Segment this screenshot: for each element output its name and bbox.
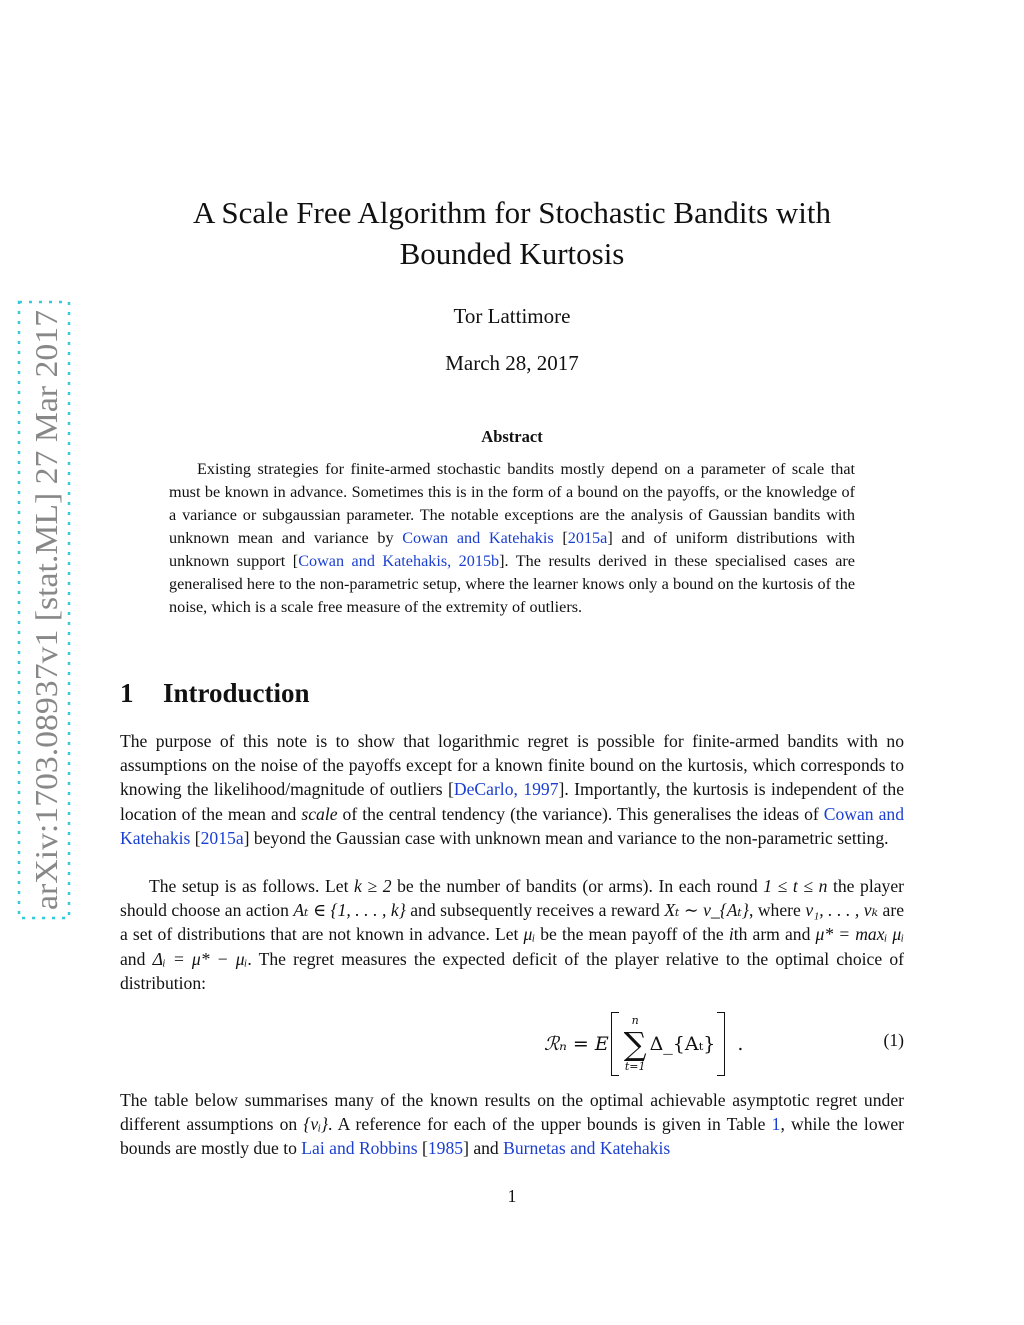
paragraph-text: are a set of distributions that are not known in advance. Let	[120, 900, 904, 945]
math-inline: μᵢ	[523, 924, 536, 945]
citation-year-link[interactable]: 2015a	[200, 827, 244, 848]
math-inline: μ* = maxᵢ μᵢ	[815, 924, 905, 945]
paragraph: The purpose of this note is to show that logarithmic regret is possible for finite-armed bandits with no assumptions on the noise of the payoffs except for a known finite bound on the kurtosis, which corresponds to knowing the likelihood/magnitude of outliers [DeCarlo, 1997]. Importantly, the kurtosis is independent of the location of the mean and scale of the central tendency (the variance). This generalises the ideas of Cowan and Katehakis [2015a] beyond the Gaussian case with unknown mean and variance to the non-parametric setting.	[120, 731, 904, 848]
equation-tail: .	[737, 1033, 744, 1055]
math-inline: Aₜ ∈ {1, . . . , k}	[293, 900, 406, 921]
page-number: 1	[507, 1186, 517, 1206]
sum-lower-limit: t=1	[624, 1060, 646, 1073]
right-bracket	[717, 1012, 725, 1076]
math-inline: Xₜ ∼ ν_{Aₜ}	[664, 900, 749, 921]
math-inline: ν₁, . . . , νₖ	[805, 900, 879, 921]
paragraph: The table below summarises many of the known results on the optimal achievable asymptotic regret under different assumptions on {νᵢ}. A reference for each of the upper bounds is given in Table 1, while the lower bounds are mostly due to Lai and Robbins [1985] and Burnetas and Katehakis	[120, 1090, 904, 1159]
sum-upper-limit: n	[631, 1014, 639, 1027]
citation-link[interactable]: Cowan and Katehakis, 2015b	[298, 552, 500, 570]
paragraph	[120, 874, 904, 995]
summation	[624, 1015, 647, 1073]
abstract-text: ]. The results derived in these specialised cases are generalised here to the non-parametric setup, where the learner knows only a bound on the kurtosis of the noise, which is a scale free measure of the extremity of outliers.	[169, 552, 855, 616]
sigma-icon: ∑	[623, 1025, 647, 1063]
paragraph-text: be the number of bandits (or arms). In each round	[391, 876, 764, 896]
paragraph-text: beyond the Gaussian case with unknown mean and variance to the non-parametric setting.	[249, 827, 889, 848]
paragraph-text: be the mean payoff of the	[535, 924, 729, 945]
paragraph-text: and	[120, 948, 153, 969]
table-ref-link[interactable]: 1	[771, 1114, 781, 1135]
emphasis: scale	[301, 803, 338, 824]
citation-link[interactable]: Cowan and Katehakis	[120, 803, 904, 848]
abstract-text: and of uniform distributions with unknown support [	[169, 529, 855, 570]
paragraph-text: . The regret measures the expected deficit of the player relative to the optimal choice of distribution:	[120, 948, 904, 993]
abstract-heading: Abstract	[481, 427, 543, 446]
citation-year-link[interactable]: 1985	[427, 1138, 464, 1159]
paragraph-text: The purpose of this note is to show that logarithmic regret is possible for finite-armed bandits with no assumptions on the noise of the payoffs except for a known finite bound on the kurtosis, which corresponds to knowing the likelihood/magnitude of outliers [	[120, 731, 904, 800]
paragraph-text: of the central tendency (the variance). This generalises the ideas of	[337, 803, 824, 824]
equation-lhs: ℛₙ = E	[544, 1033, 609, 1055]
section-heading	[120, 675, 310, 711]
arxiv-stamp	[17, 300, 71, 920]
equation	[544, 1010, 743, 1078]
citation-link[interactable]: Burnetas and Katehakis	[503, 1138, 671, 1159]
section-title: Introduction	[163, 678, 310, 708]
date: March 28, 2017	[445, 351, 579, 375]
citation-link[interactable]: Lai and Robbins	[301, 1138, 418, 1159]
paragraph-text: The setup is as follows. Let	[149, 876, 355, 896]
citation-link[interactable]: DeCarlo, 1997	[453, 779, 559, 800]
math-inline: k ≥ 2	[354, 876, 392, 896]
title-line-1: A Scale Free Algorithm for Stochastic Bandits with	[193, 195, 831, 230]
author: Tor Lattimore	[453, 304, 571, 328]
math-inline: 1 ≤ t ≤ n	[763, 876, 828, 896]
paragraph-text: the player should choose an action	[120, 876, 905, 921]
sum-term: Δ_{Aₜ}	[649, 1033, 716, 1055]
paragraph-text: , where	[748, 900, 806, 921]
math-inline: i	[728, 924, 734, 945]
citation-year-link[interactable]: 2015a	[567, 529, 608, 547]
left-bracket	[611, 1012, 619, 1076]
equation-number: (1)	[883, 1030, 904, 1050]
abstract-body: Existing strategies for finite-armed stochastic bandits mostly depend on a parameter of scale that must be known in advance. Sometimes this is in the form of a bound on the payoffs, or the knowledge of a variance or subgaussian parameter. The notable exceptions are the analysis of Gaussian bandits with unknown mean and variance by Cowan and Katehakis [2015a] and of uniform distributions with unknown support [Cowan and Katehakis, 2015b]. The results derived in these specialised cases are generalised here to the non-parametric setup, where the learner knows only a bound on the kurtosis of the noise, which is a scale free measure of the extremity of outliers.	[169, 460, 855, 616]
math-inline: Δᵢ = μ* − μᵢ	[152, 948, 248, 969]
abstract-text: Existing strategies for finite-armed stochastic bandits mostly depend on a parameter of scale that must be known in advance. Sometimes this is in the form of a bound on the payoffs, or the knowledge of a variance or subgaussian parameter. The notable exceptions are the analysis of Gaussian bandits with unknown mean and variance by	[169, 460, 855, 547]
paragraph-text: ]. Importantly, the kurtosis is independent of the location of the mean and	[120, 779, 904, 824]
math-inline: {νᵢ}	[303, 1114, 329, 1135]
title-line-2: Bounded Kurtosis	[399, 236, 625, 271]
section-number: 1	[120, 678, 134, 708]
paragraph-text: The table below summarises many of the known results on the optimal achievable asymptotic regret under different assumptions on	[120, 1090, 904, 1135]
paragraph-text: th arm and	[733, 924, 816, 945]
paragraph-text: . A reference for each of the upper bounds is given in Table	[328, 1114, 772, 1135]
paragraph-text: and subsequently receives a reward	[405, 900, 665, 921]
paragraph-text: and	[468, 1138, 504, 1159]
arxiv-id: arXiv:1703.08937v1 [stat.ML] 27 Mar 2017	[28, 341, 64, 910]
equation-block	[120, 1010, 904, 1078]
paragraph-text: , while the lower bounds are mostly due to	[120, 1114, 904, 1159]
citation-link[interactable]: Cowan and Katehakis	[402, 529, 554, 547]
paper-title	[120, 192, 904, 274]
